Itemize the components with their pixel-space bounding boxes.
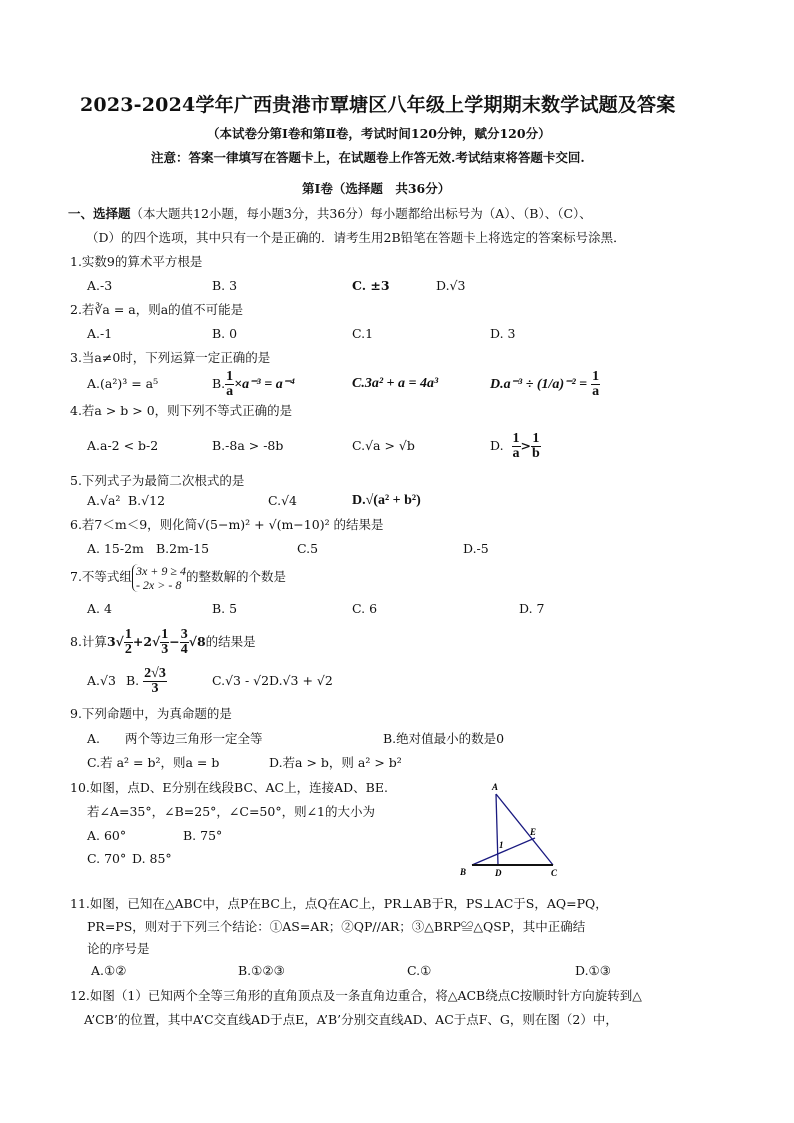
fraction-3-over-4 bbox=[180, 628, 189, 657]
denominator: a bbox=[592, 384, 600, 399]
question-4-option-a: A.a-2 < b-2 bbox=[87, 438, 159, 453]
question-7-option-d: D. 7 bbox=[519, 601, 545, 616]
question-10-option-b: B. 75° bbox=[183, 828, 223, 843]
fraction-1-over-b bbox=[531, 432, 541, 461]
denominator: a bbox=[226, 384, 234, 399]
document-title: 2023-2024学年广西贵港市覃塘区八年级上学期期末数学试题及答案 bbox=[80, 94, 676, 116]
question-8-option-a: A.√3 bbox=[87, 673, 116, 688]
segment-be bbox=[472, 838, 535, 865]
question-6-option-d: D.-5 bbox=[463, 541, 489, 556]
question-4-option-c: C.√a > √b bbox=[352, 438, 415, 453]
numerator: 1 bbox=[161, 627, 169, 642]
fraction-2root3-over-3 bbox=[143, 667, 167, 696]
numerator: 2√3 bbox=[144, 666, 166, 681]
label-e: E bbox=[530, 827, 537, 837]
question-11-option-a: A.①② bbox=[91, 963, 127, 978]
section-intro-text: （本大题共12小题，每小题3分，共36分）每小题都给出标号为（A）、（B）、（C）、 bbox=[130, 206, 592, 221]
label-d: D bbox=[495, 868, 502, 878]
question-3-option-d bbox=[490, 369, 600, 400]
numerator: 1 bbox=[592, 369, 600, 384]
question-7-option-c: C. 6 bbox=[352, 601, 378, 616]
question-5-option-b: B.√12 bbox=[128, 493, 166, 508]
fraction-1-over-a bbox=[225, 370, 234, 399]
question-2-option-c: C.1 bbox=[352, 326, 374, 341]
question-3-stem: 3.当a≠0时，下列运算一定正确的是 bbox=[70, 350, 271, 365]
stem-prefix: 8.计算 bbox=[70, 634, 107, 649]
denominator: 3 bbox=[161, 642, 169, 657]
question-7-option-a: A. 4 bbox=[87, 601, 112, 616]
label-c: C bbox=[551, 868, 558, 878]
question-5-option-a: A.√a² bbox=[87, 493, 121, 508]
question-9-option-a: A. 两个等边三角形一定全等 bbox=[87, 731, 263, 746]
question-9-option-d: D.若a > b，则 a² > b² bbox=[269, 755, 402, 770]
question-10-stem-line2: 若∠A=35°，∠B=25°，∠C=50°，则∠1的大小为 bbox=[87, 804, 376, 819]
question-3-option-c: C.3a² + a = 4a³ bbox=[352, 376, 439, 391]
question-11-option-d: D.①③ bbox=[575, 963, 611, 978]
question-2-option-b: B. 0 bbox=[212, 326, 238, 341]
question-2-option-d: D. 3 bbox=[490, 326, 516, 341]
question-8-stem bbox=[70, 625, 256, 659]
expr: − bbox=[169, 634, 180, 649]
stem-prefix: 7.不等式组 bbox=[70, 569, 132, 584]
question-8-option-b bbox=[126, 665, 167, 697]
label-angle-1: 1 bbox=[499, 840, 504, 850]
denominator: a bbox=[512, 446, 520, 461]
question-11-stem-line2: PR=PS，则对于下列三个结论：①AS=AR；②QP//AR；③△BRP≌△QSP，其中正确结 bbox=[87, 919, 586, 934]
question-1-option-b: B. 3 bbox=[212, 278, 238, 293]
denominator: b bbox=[532, 446, 540, 461]
question-3-option-b bbox=[212, 369, 295, 400]
question-2-stem: 2.若∛a = a，则a的值不可能是 bbox=[70, 302, 244, 317]
numerator: 1 bbox=[512, 431, 520, 446]
question-6-option-c: C.5 bbox=[297, 541, 319, 556]
question-9-stem: 9.下列命题中，为真命题的是 bbox=[70, 706, 232, 721]
section-title: 第Ⅰ卷（选择题 共36分） bbox=[302, 181, 451, 196]
question-10-option-d: D. 85° bbox=[132, 851, 172, 866]
option-label: D. bbox=[490, 438, 504, 453]
question-7-option-b: B. 5 bbox=[212, 601, 238, 616]
question-8-option-c: C.√3 - √2 bbox=[212, 673, 270, 688]
expr: +2√ bbox=[132, 634, 161, 649]
question-9-option-b: B.绝对值最小的数是0 bbox=[383, 731, 505, 746]
question-1-stem: 1.实数9的算术平方根是 bbox=[70, 254, 203, 269]
option-expression: )⁻² = bbox=[559, 377, 588, 392]
exam-subtitle: （本试卷分第Ⅰ卷和第Ⅱ卷，考试时间120分钟，赋分120分） bbox=[207, 126, 551, 141]
question-1-option-c: C. ±3 bbox=[352, 278, 390, 293]
fraction-1-over-a bbox=[591, 370, 600, 399]
expr: √8 bbox=[188, 634, 206, 649]
question-9-option-c: C.若 a² = b²，则a = b bbox=[87, 755, 220, 770]
numerator: 1 bbox=[532, 431, 540, 446]
question-5-option-d: D.√(a² + b²) bbox=[352, 493, 421, 508]
question-12-stem-line2: A’CB’的位置，其中A’C交直线AD于点E，A’B’分别交直线AD、AC于点F、G，则在图（2）中， bbox=[84, 1012, 618, 1027]
expr: 3√ bbox=[106, 634, 124, 649]
question-3-option-a: A.(a²)³ = a⁵ bbox=[87, 376, 159, 391]
fraction-1-over-a-inline: 1/a bbox=[541, 377, 560, 392]
question-6-stem: 6.若7＜m＜9，则化简√(5−m)² + √(m−10)² 的结果是 bbox=[70, 517, 384, 532]
question-11-option-c: C.① bbox=[407, 963, 432, 978]
question-6-option-b: B.2m-15 bbox=[156, 541, 210, 556]
option-label: B. bbox=[126, 673, 140, 688]
stem-suffix: 的结果是 bbox=[205, 634, 256, 649]
numerator: 1 bbox=[226, 369, 234, 384]
triangle-figure bbox=[460, 780, 570, 880]
inequality-1: 3x + 9 ≥ 4 bbox=[135, 563, 186, 578]
question-4-option-b: B.-8a > -8b bbox=[212, 438, 284, 453]
denominator: 4 bbox=[180, 642, 188, 657]
numerator: 1 bbox=[124, 627, 132, 642]
fraction-1-over-a bbox=[512, 432, 521, 461]
exam-notice: 注意：答案一律填写在答题卡上，在试题卷上作答无效.考试结束将答题卡交回. bbox=[151, 150, 585, 165]
question-11-stem-line3: 论的序号是 bbox=[87, 941, 150, 956]
numerator: 3 bbox=[180, 627, 188, 642]
label-b: B bbox=[460, 867, 467, 877]
question-10-option-a: A. 60° bbox=[87, 828, 127, 843]
denominator: 2 bbox=[124, 642, 132, 657]
question-4-stem: 4.若a > b > 0，则下列不等式正确的是 bbox=[70, 403, 293, 418]
inequality-system bbox=[132, 564, 186, 592]
question-10-stem-line1: 10.如图，点D、E分别在线段BC、AC上，连接AD、BE. bbox=[70, 780, 388, 795]
fraction-1-over-2 bbox=[124, 628, 133, 657]
option-expression: D.a⁻³ ÷ ( bbox=[490, 377, 542, 392]
question-1-option-a: A.-3 bbox=[87, 278, 113, 293]
question-4-option-d: D. $\frac{1}{a}$ > $\frac{1}{b}$ bbox=[490, 431, 540, 461]
question-6-option-a: A. 15-2m bbox=[87, 541, 144, 556]
option-expression: ×a⁻³ = a⁻⁴ bbox=[234, 377, 295, 392]
question-2-option-a: A.-1 bbox=[87, 326, 113, 341]
question-10-option-c: C. 70° bbox=[87, 851, 127, 866]
question-11-option-b: B.①②③ bbox=[238, 963, 285, 978]
question-11-stem-line1: 11.如图，已知在△ABC中，点P在BC上，点Q在AC上，PR⊥AB于R，PS⊥AC于S，AQ=PQ， bbox=[70, 896, 608, 911]
option-label: B. bbox=[212, 376, 226, 391]
question-12-stem-line1: 12.如图（1）已知两个全等三角形的直角顶点及一条直角边重合，将△ACB绕点C按顺时针方向旋转到△ bbox=[70, 988, 642, 1003]
fraction-1-over-3 bbox=[160, 628, 169, 657]
segment-ac bbox=[496, 794, 553, 865]
question-7-stem bbox=[70, 562, 286, 592]
section-heading: 一、选择题 bbox=[68, 206, 131, 221]
stem-suffix: 的整数解的个数是 bbox=[185, 569, 286, 584]
question-8-option-d: D.√3 + √2 bbox=[269, 673, 333, 688]
question-1-option-d: D.√3 bbox=[436, 278, 466, 293]
label-a: A bbox=[492, 782, 499, 792]
question-5-option-c: C.√4 bbox=[268, 493, 298, 508]
section-intro-line1 bbox=[68, 206, 592, 222]
section-intro-line2: （D）的四个选项，其中只有一个是正确的．请考生用2B铅笔在答题卡上将选定的答案标号涂黑． bbox=[86, 230, 626, 245]
question-5-stem: 5.下列式子为最简二次根式的是 bbox=[70, 473, 245, 488]
denominator: 3 bbox=[151, 681, 159, 696]
inequality-2: - 2x > - 8 bbox=[135, 577, 182, 592]
